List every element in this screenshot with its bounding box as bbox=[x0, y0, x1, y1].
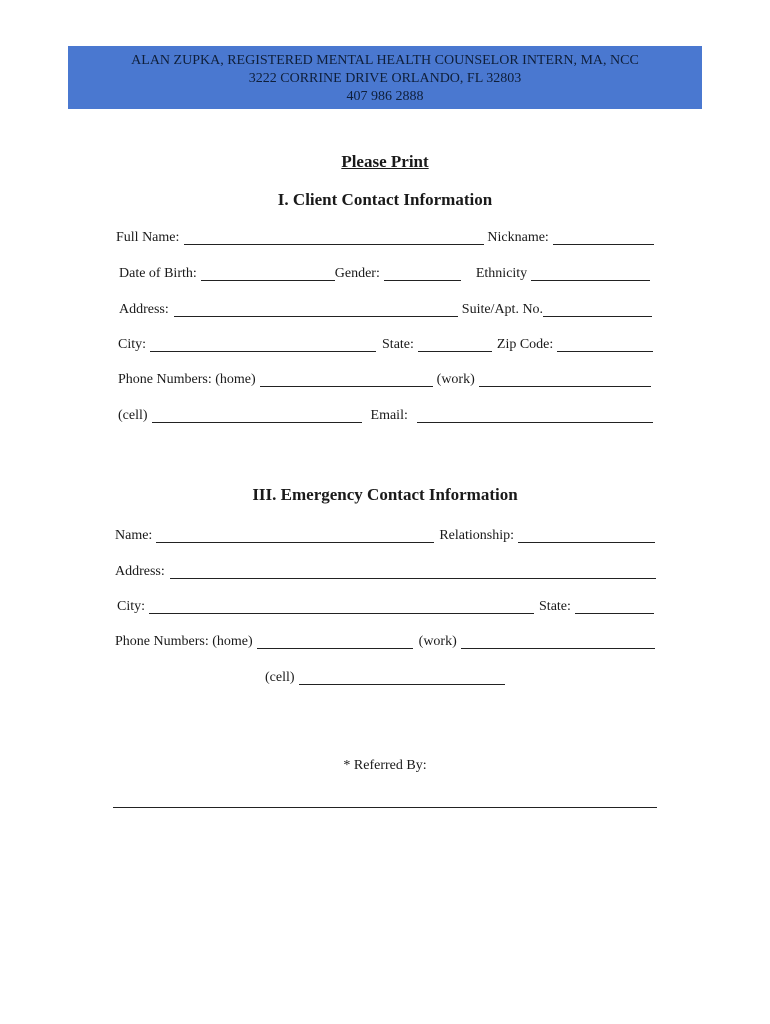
emergency-state-field[interactable] bbox=[575, 612, 654, 614]
full-name-row bbox=[116, 228, 654, 248]
zip-label: Zip Code: bbox=[496, 337, 554, 352]
emergency-phone-work-label: (work) bbox=[418, 634, 457, 649]
phone-home-label: Phone Numbers: (home) bbox=[118, 372, 256, 387]
ethnicity-field[interactable] bbox=[531, 279, 650, 281]
emergency-phone-home-field[interactable] bbox=[257, 647, 413, 649]
emergency-name-row bbox=[115, 526, 655, 546]
zip-field[interactable] bbox=[557, 350, 653, 352]
cell-label: (cell) bbox=[118, 408, 148, 423]
email-field[interactable] bbox=[417, 421, 653, 423]
city-field[interactable] bbox=[150, 350, 376, 352]
phone-home-field[interactable] bbox=[260, 385, 433, 387]
referred-by-field[interactable] bbox=[113, 807, 657, 808]
full-name-field[interactable] bbox=[184, 243, 484, 245]
cell-email-row bbox=[118, 406, 653, 426]
full-name-label: Full Name: bbox=[116, 230, 180, 245]
emergency-phone-work-field[interactable] bbox=[461, 647, 655, 649]
suite-field[interactable] bbox=[543, 315, 652, 317]
emergency-cell-field[interactable] bbox=[299, 683, 505, 685]
address-field[interactable] bbox=[174, 315, 458, 317]
relationship-field[interactable] bbox=[518, 541, 655, 543]
gender-label: Gender: bbox=[334, 266, 380, 281]
dob-field[interactable] bbox=[201, 279, 335, 281]
emergency-city-label: City: bbox=[117, 599, 146, 614]
emergency-city-row bbox=[117, 597, 654, 617]
emergency-state-label: State: bbox=[539, 599, 571, 614]
emergency-phone-row bbox=[115, 632, 655, 652]
phone-work-field[interactable] bbox=[479, 385, 651, 387]
nickname-label: Nickname: bbox=[487, 230, 549, 245]
emergency-address-label: Address: bbox=[115, 564, 165, 579]
city-row bbox=[118, 335, 653, 355]
emergency-name-field[interactable] bbox=[156, 541, 434, 543]
nickname-field[interactable] bbox=[553, 243, 654, 245]
emergency-contact-heading: III. Emergency Contact Information bbox=[252, 485, 518, 504]
emergency-cell-row bbox=[265, 668, 505, 688]
emergency-name-label: Name: bbox=[115, 528, 153, 543]
relationship-label: Relationship: bbox=[439, 528, 514, 543]
emergency-address-row bbox=[115, 562, 656, 582]
letterhead-phone: 407 986 2888 bbox=[346, 89, 424, 104]
dob-row bbox=[119, 264, 650, 284]
emergency-city-field[interactable] bbox=[149, 612, 534, 614]
letterhead-banner bbox=[68, 46, 702, 109]
address-label: Address: bbox=[119, 302, 169, 317]
emergency-phone-home-label: Phone Numbers: (home) bbox=[115, 634, 253, 649]
ethnicity-label: Ethnicity bbox=[475, 266, 528, 281]
suite-label: Suite/Apt. No. bbox=[461, 302, 544, 317]
dob-label: Date of Birth: bbox=[119, 266, 197, 281]
phone-work-label: (work) bbox=[436, 372, 475, 387]
cell-field[interactable] bbox=[152, 421, 362, 423]
emergency-address-field[interactable] bbox=[170, 577, 656, 579]
city-label: City: bbox=[118, 337, 147, 352]
referred-by-label: * Referred By: bbox=[343, 758, 427, 773]
letterhead-name: ALAN ZUPKA, REGISTERED MENTAL HEALTH COUNSELOR INTERN, MA, NCC bbox=[131, 53, 639, 68]
phone-row bbox=[118, 370, 651, 390]
email-label: Email: bbox=[370, 408, 408, 423]
state-label: State: bbox=[382, 337, 414, 352]
emergency-cell-label: (cell) bbox=[265, 670, 295, 685]
letterhead-address: 3222 CORRINE DRIVE ORLANDO, FL 32803 bbox=[248, 71, 522, 86]
state-field[interactable] bbox=[418, 350, 492, 352]
address-row bbox=[119, 300, 652, 320]
please-print-heading: Please Print bbox=[341, 152, 429, 171]
client-contact-heading: I. Client Contact Information bbox=[277, 190, 493, 209]
gender-field[interactable] bbox=[384, 279, 461, 281]
